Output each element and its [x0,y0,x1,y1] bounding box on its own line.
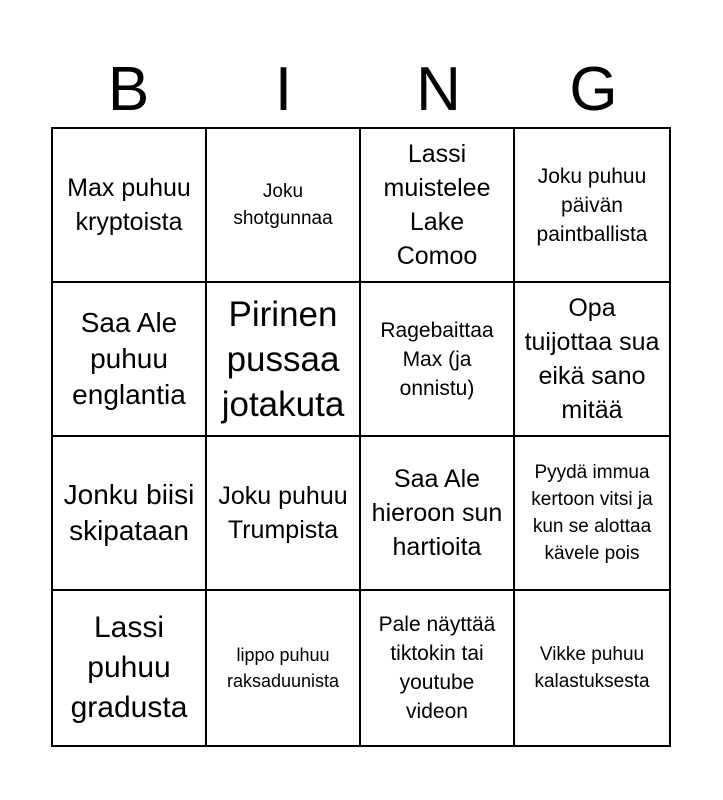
bingo-cell-text: Lassi muistelee Lake Comoo [383,140,491,270]
bingo-cell[interactable] [53,437,207,591]
bingo-cell-text: Vikke puhuu kalastuksesta [534,644,650,692]
bingo-cell-text: lippo puhuu raksaduunista [226,645,340,691]
header-letter-n: N [416,55,461,124]
bingo-cell-text: Lassi puhuu gradusta [70,611,188,724]
bingo-cell[interactable] [361,283,515,437]
bingo-cell-text: Joku puhuu Trumpista [218,482,348,544]
bingo-cell[interactable] [207,591,361,745]
bingo-cell-text: Pale näyttää tiktokin tai youtube videon [378,613,496,723]
bingo-cell-text: Jonku biisi skipataan [63,479,195,546]
bingo-cell-text: Saa Ale hieroon sun hartioita [371,465,503,561]
bingo-cell[interactable] [53,283,207,437]
bingo-grid [51,127,671,747]
bingo-cell-text: Max puhuu kryptoista [67,174,191,236]
bingo-cell[interactable] [515,591,669,745]
bingo-cell-text: Joku puhuu päivän paintballista [536,164,648,246]
bingo-cell[interactable] [515,437,669,591]
bingo-cell[interactable] [361,591,515,745]
bingo-cell-text: Pirinen pussaa jotakuta [221,294,345,424]
bingo-cell[interactable] [207,283,361,437]
bingo-cell[interactable] [53,591,207,745]
bingo-cell-text: Ragebaittaa Max (ja onnistu) [380,318,494,400]
bingo-cell[interactable] [207,437,361,591]
bingo-cell[interactable] [515,283,669,437]
bingo-cell[interactable] [361,437,515,591]
bingo-cell-text: Pyydä immua kertoon vitsi ja kun se alottaa kävele pois [531,462,653,564]
bingo-cell[interactable] [361,129,515,283]
bingo-cell-text: Joku shotgunnaa [233,181,333,229]
header-letter-g: G [569,55,618,124]
bingo-cell[interactable] [207,129,361,283]
bingo-cell-text: Saa Ale puhuu englantia [72,307,186,410]
bingo-header [51,52,671,128]
header-letter-i: I [274,55,293,124]
bingo-cell-text: Opa tuijottaa sua eikä sano mitää [524,294,660,424]
bingo-cell[interactable] [515,129,669,283]
header-letter-b: B [107,55,150,124]
bingo-cell[interactable] [53,129,207,283]
